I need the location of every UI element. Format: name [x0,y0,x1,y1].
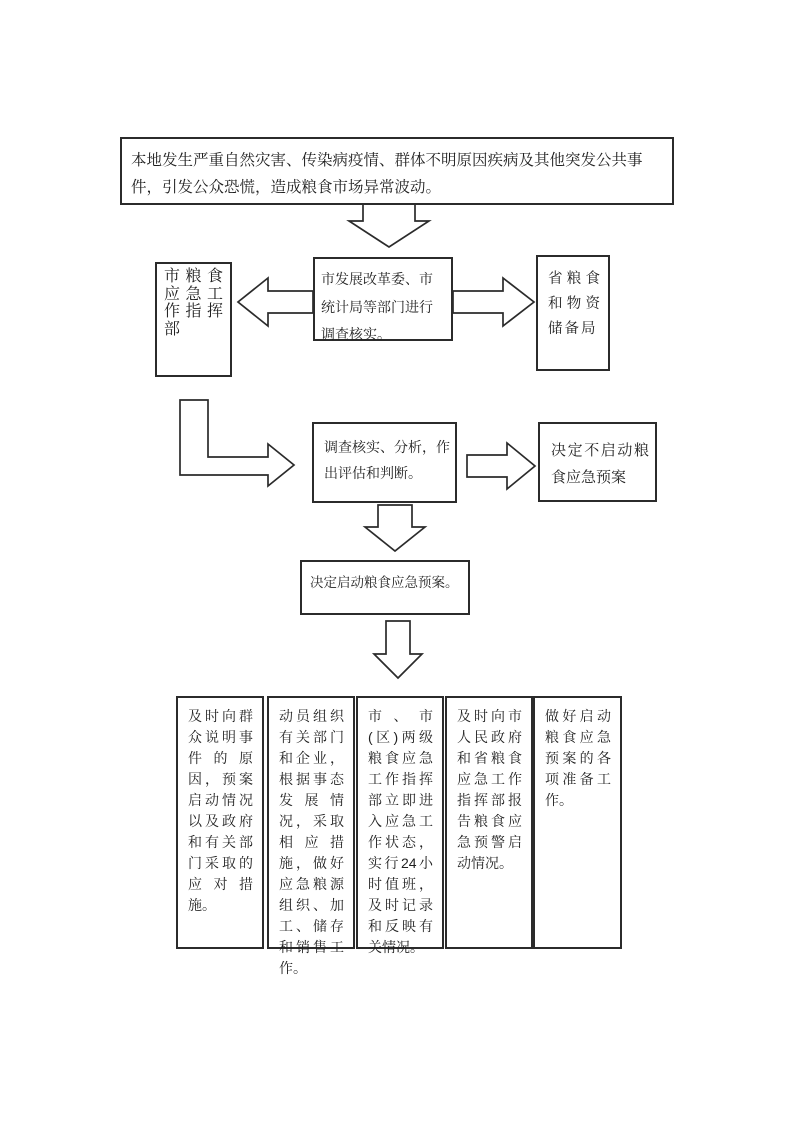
assess-judge-box: 调查核实、分析，作出评估和判断。 [312,422,457,503]
task-emergency-duty-cell: 市、市(区)两级粮食应急工作指挥部立即进入应急工作状态，实行24小时值班，及时记录和反映有关情况。 [356,696,444,949]
elbow-arrow-icon [180,400,294,486]
down-arrow-icon [365,505,425,551]
task-preparation-cell: 做好启动粮食应急预案的各项准备工作。 [533,696,622,949]
down-arrow-icon [349,202,429,247]
decide-activate-box: 决定启动粮食应急预案。 [300,560,470,615]
trigger-event-box: 本地发生严重自然灾害、传染病疫情、群体不明原因疾病及其他突发公共事件，引发公众恐慌，造成粮食市场异常波动。 [120,137,674,205]
investigate-verify-box: 市发展改革委、市统计局等部门进行调查核实。 [313,257,453,341]
task-inform-public-cell: 及时向群众说明事件的原因，预案启动情况以及政府和有关部门采取的应对措施。 [176,696,264,949]
decide-not-activate-box: 决定不启动粮食应急预案 [538,422,657,502]
right-arrow-icon [453,278,534,326]
down-arrow-icon [374,621,422,678]
provincial-grain-bureau-box: 省粮食和物资储备局 [536,255,610,371]
city-grain-command-box: 市粮食应急工作指挥部 [155,262,232,377]
task-report-status-cell: 及时向市人民政府和省粮食应急工作指挥部报告粮食应急预警启动情况。 [445,696,533,949]
task-mobilize-supply-cell: 动员组织有关部门和企业，根据事态发展情况，采取相应措施，做好应急粮源组织、加工、储存和销售工作。 [267,696,355,949]
right-arrow-icon [467,443,535,489]
left-arrow-icon [238,278,313,326]
